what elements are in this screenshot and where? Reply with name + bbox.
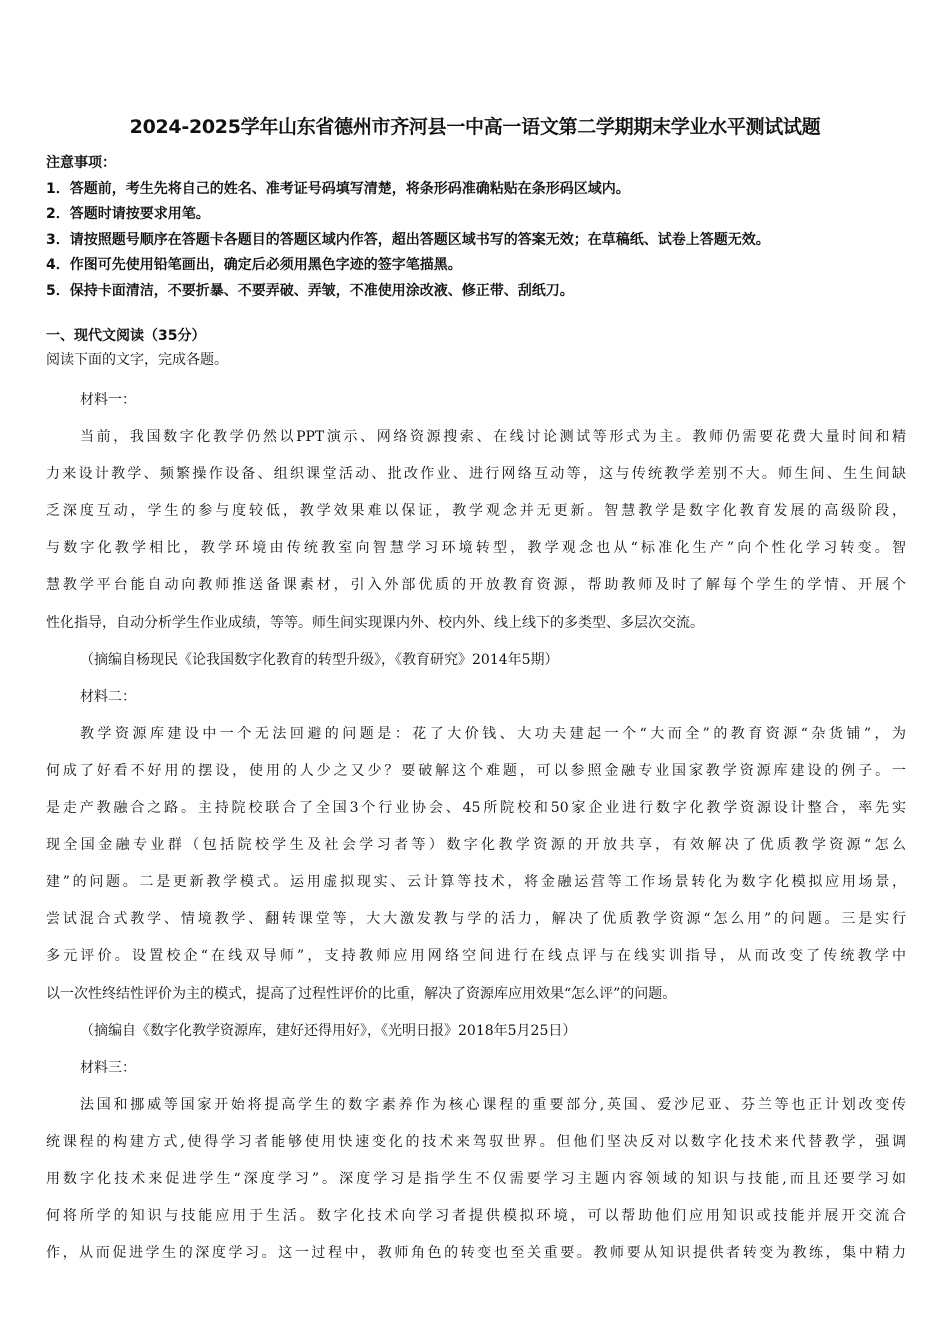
material-label: 材料三： bbox=[80, 1059, 136, 1076]
passage-line: 乏深度互动，学生的参与度较低，教学效果难以保证，教学观念并无更新。智慧教学是数字化教育发展的高级阶段， bbox=[46, 503, 906, 520]
passage-line: 作，从而促进学生的深度学习。这一过程中，教师角色的转变也至关重要。教师要从知识提供者转变为教练，集中精力 bbox=[46, 1245, 906, 1262]
passage-line: 多元评价。设置校企“在线双导师”，支持教师应用网络空间进行在线点评与在线实训指导，从而改变了传统教学中 bbox=[46, 948, 906, 965]
passage-line: 统课程的构建方式,使得学习者能够使用快速变化的技术来驾驭世界。但他们坚决反对以数字化技术来代替教学，强调 bbox=[46, 1133, 906, 1150]
passage-line: 用数字化技术来促进学生“深度学习”。深度学习是指学生不仅需要学习主题内容领域的知识与技能,而且还要学习如 bbox=[46, 1170, 906, 1187]
passage-line: 当前，我国数字化教学仍然以PPT演示、网络资源搜索、在线讨论测试等形式为主。教师仍需要花费大量时间和精 bbox=[80, 429, 906, 446]
notice-item: 1．答题前，考生先将自己的姓名、准考证号码填写清楚，将条形码准确粘贴在条形码区域内。 bbox=[46, 180, 630, 197]
passage-line: 何成了好看不好用的摆设，使用的人少之又少？要破解这个难题，可以参照金融专业国家教学资源库建设的例子。一 bbox=[46, 762, 906, 779]
notice-item: 2．答题时请按要求用笔。 bbox=[46, 206, 210, 222]
passage-line: 性化指导，自动分析学生作业成绩，等等。师生间实现课内外、校内外、线上线下的多类型、多层次交流。 bbox=[46, 614, 704, 631]
notice-item: 4．作图可先使用铅笔画出，确定后必须用黑色字迹的签字笔描黑。 bbox=[46, 257, 462, 273]
section-instruction: 阅读下面的文字，完成各题。 bbox=[46, 352, 228, 368]
reading-passage bbox=[46, 382, 906, 1272]
passage-line: 力来设计教学、频繁操作设备、组织课堂活动、批改作业、进行网络互动等，这与传统教学差别不大。师生间、生生间缺 bbox=[46, 466, 906, 483]
passage-line: 教学资源库建设中一个无法回避的问题是：花了大价钱、大功夫建起一个“大而全”的教育资源“杂货铺”，为 bbox=[80, 725, 906, 742]
notice-block bbox=[46, 151, 916, 304]
notice-item: 3．请按照题号顺序在答题卡各题目的答题区域内作答，超出答题区域书写的答案无效；在草稿纸、试卷上答题无效。 bbox=[46, 231, 770, 248]
notice-heading: 注意事项： bbox=[46, 155, 116, 171]
document-title: 2024-2025学年山东省德州市齐河县一中高一语文第二学期期末学业水平测试试题 bbox=[129, 116, 821, 138]
passage-line: 现全国金融专业群（包括院校学生及社会学习者等）数字化教学资源的开放共享，有效解决了优质教学资源“怎么 bbox=[46, 837, 906, 854]
passage-line: 是走产教融合之路。主持院校联合了全国3个行业协会、45所院校和50家企业进行数字化教学资源设计整合，率先实 bbox=[46, 800, 906, 817]
section-heading: 一、现代文阅读（35分） bbox=[46, 328, 206, 344]
passage-line: 何将所学的知识与技能应用于生活。数字化技术向学习者提供模拟环境，可以帮助他们应用知识或技能并展开交流合 bbox=[46, 1208, 906, 1225]
material-label: 材料二： bbox=[80, 688, 136, 705]
passage-line: 法国和挪威等国家开始将提高学生的数字素养作为核心课程的重要部分,英国、爱沙尼亚、芬兰等也正计划改变传 bbox=[80, 1096, 906, 1113]
passage-line: 慧教学平台能自动向教师推送备课素材，引入外部优质的开放教育资源，帮助教师及时了解每个学生的学情、开展个 bbox=[46, 577, 906, 594]
material-label: 材料一： bbox=[80, 392, 136, 408]
source-citation: （摘编自杨现民《论我国数字化教育的转型升级》，《教育研究》2014年5期） bbox=[80, 651, 559, 668]
source-citation: （摘编自《数字化教学资源库，建好还得用好》，《光明日报》2018年5月25日） bbox=[80, 1022, 577, 1039]
passage-line: 与数字化教学相比，教学环境由传统教室向智慧学习环境转型，教学观念也从“标准化生产”向个性化学习转变。智 bbox=[46, 540, 906, 557]
passage-line: 以一次性终结性评价为主的模式，提高了过程性评价的比重，解决了资源库应用效果“怎么评”的问题。 bbox=[46, 985, 677, 1002]
passage-line: 建”的问题。二是更新教学模式。运用虚拟现实、云计算等技术，将金融运营等工作场景转化为数字化模拟应用场景， bbox=[46, 874, 906, 891]
notice-item: 5．保持卡面清洁，不要折暴、不要弄破、弄皱，不准使用涂改液、修正带、刮纸刀。 bbox=[46, 282, 574, 299]
passage-line: 尝试混合式教学、情境教学、翻转课堂等，大大激发教与学的活力，解决了优质教学资源“怎么用”的问题。三是实行 bbox=[46, 911, 906, 928]
